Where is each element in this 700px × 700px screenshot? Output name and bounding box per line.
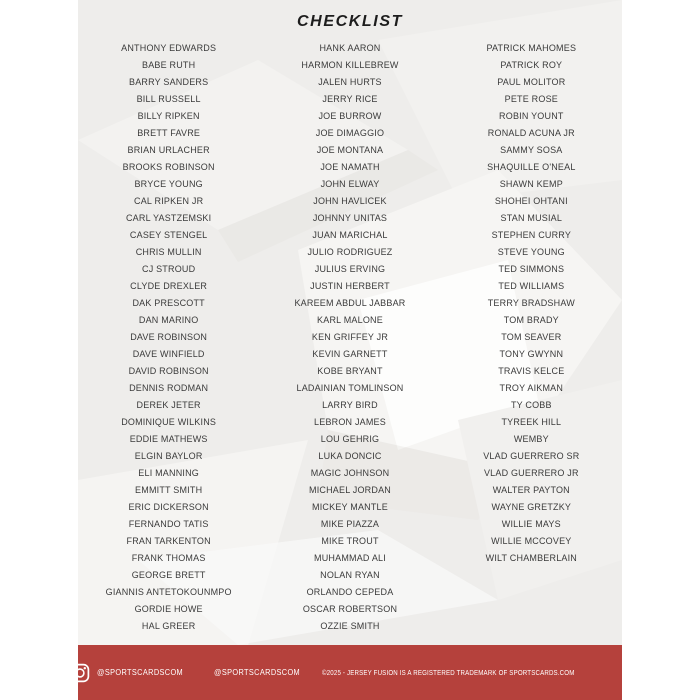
checklist-name: JOE NAMATH <box>320 162 380 172</box>
checklist-name: BILLY RIPKEN <box>137 111 200 121</box>
checklist-name: KEVIN GARNETT <box>312 349 388 359</box>
checklist-name: HARMON KILLEBREW <box>301 60 399 70</box>
page-title: CHECKLIST <box>297 13 403 30</box>
checklist-name: BRIAN URLACHER <box>127 145 210 155</box>
checklist-name: TOM SEAVER <box>501 332 562 342</box>
checklist-name: STEVE YOUNG <box>497 247 565 257</box>
checklist-name: CASEY STENGEL <box>129 230 208 240</box>
checklist-name: PATRICK MAHOMES <box>486 43 577 53</box>
checklist-name: BABE RUTH <box>142 60 196 70</box>
checklist-name: DEREK JETER <box>136 400 201 410</box>
checklist-name: TED WILLIAMS <box>498 281 565 291</box>
checklist-name: TYREEK HILL <box>501 417 562 427</box>
checklist-name: ELGIN BAYLOR <box>134 451 203 461</box>
checklist-name: VLAD GUERRERO JR <box>483 468 579 478</box>
checklist-name: TED SIMMONS <box>498 264 565 274</box>
checklist-name: CARL YASTZEMSKI <box>125 213 212 223</box>
checklist-page <box>78 0 622 700</box>
checklist-name: EDDIE MATHEWS <box>129 434 208 444</box>
checklist-name: ORLANDO CEPEDA <box>306 587 394 597</box>
checklist-name: WILLIE MCCOVEY <box>491 536 572 546</box>
checklist-name: KARL MALONE <box>317 315 383 325</box>
checklist-name: MIKE PIAZZA <box>320 519 380 529</box>
checklist-name: SAMMY SOSA <box>500 145 563 155</box>
checklist-name: KAREEM ABDUL JABBAR <box>294 298 406 308</box>
checklist-name: CJ STROUD <box>142 264 196 274</box>
checklist-name: JALEN HURTS <box>318 77 382 87</box>
checklist-name: LOU GEHRIG <box>320 434 380 444</box>
checklist-name: DAVID ROBINSON <box>128 366 209 376</box>
checklist-name: JUAN MARICHAL <box>312 230 388 240</box>
checklist-name: JOHN ELWAY <box>320 179 380 189</box>
checklist-name: JOHNNY UNITAS <box>312 213 388 223</box>
checklist-name: NOLAN RYAN <box>320 570 380 580</box>
checklist-name: ELI MANNING <box>138 468 200 478</box>
checklist-name: SHAQUILLE O'NEAL <box>487 162 576 172</box>
instagram-icon <box>78 663 90 683</box>
checklist-name: KEN GRIFFEY JR <box>311 332 389 342</box>
checklist-name: DOMINIQUE WILKINS <box>121 417 217 427</box>
checklist-name: ERIC DICKERSON <box>128 502 209 512</box>
checklist-name: LADAINIAN TOMLINSON <box>296 383 404 393</box>
checklist-name: DENNIS RODMAN <box>129 383 209 393</box>
checklist-name: MIKE TROUT <box>321 536 379 546</box>
checklist-name: STEPHEN CURRY <box>491 230 572 240</box>
checklist-column-3 <box>441 40 622 635</box>
checklist-name: PAUL MOLITOR <box>497 77 566 87</box>
checklist-name: LEBRON JAMES <box>314 417 386 427</box>
checklist-column-1 <box>78 40 259 635</box>
checklist-name: HAL GREER <box>141 621 196 631</box>
checklist-name: ANTHONY EDWARDS <box>121 43 217 53</box>
checklist-name: JOE DIMAGGIO <box>315 128 385 138</box>
checklist-name: MICKEY MANTLE <box>312 502 388 512</box>
checklist-name: MUHAMMAD ALI <box>314 553 386 563</box>
checklist-name: JERRY RICE <box>322 94 378 104</box>
checklist-column-2 <box>259 40 440 635</box>
instagram-handle: @SPORTSCARDSCOM <box>97 668 184 677</box>
checklist-name: TY COBB <box>510 400 552 410</box>
checklist-name: TERRY BRADSHAW <box>487 298 575 308</box>
checklist-name: LARRY BIRD <box>322 400 378 410</box>
checklist-name: TROY AIKMAN <box>499 383 564 393</box>
checklist-columns <box>78 40 622 635</box>
checklist-name: KOBE BRYANT <box>317 366 383 376</box>
checklist-name: PETE ROSE <box>504 94 558 104</box>
checklist-name: CHRIS MULLIN <box>135 247 202 257</box>
checklist-name: JOE BURROW <box>318 111 382 121</box>
checklist-name: EMMITT SMITH <box>135 485 203 495</box>
checklist-name: SHAWN KEMP <box>499 179 563 189</box>
facebook-handle: @SPORTSCARDSCOM <box>214 668 301 677</box>
checklist-name: WALTER PAYTON <box>492 485 570 495</box>
checklist-name: ROBIN YOUNT <box>499 111 564 121</box>
checklist-name: TONY GWYNN <box>499 349 564 359</box>
checklist-name: FRAN TARKENTON <box>126 536 211 546</box>
checklist-name: BROOKS ROBINSON <box>122 162 215 172</box>
checklist-name: BRYCE YOUNG <box>134 179 203 189</box>
checklist-name: CAL RIPKEN JR <box>134 196 204 206</box>
checklist-name: WAYNE GRETZKY <box>491 502 572 512</box>
copyright-text: ©2025 - JERSEY FUSION IS A REGISTERED TRADEMARK OF SPORTSCARDS.COM <box>321 668 575 677</box>
checklist-name: MAGIC JOHNSON <box>310 468 390 478</box>
checklist-name: DAVE ROBINSON <box>130 332 208 342</box>
checklist-name: WEMBY <box>513 434 549 444</box>
checklist-name: WILT CHAMBERLAIN <box>485 553 578 563</box>
checklist-name: TRAVIS KELCE <box>498 366 565 376</box>
checklist-name: DAN MARINO <box>138 315 199 325</box>
checklist-name: FRANK THOMAS <box>131 553 206 563</box>
footer-bar <box>78 645 622 700</box>
checklist-name: VLAD GUERRERO SR <box>483 451 580 461</box>
checklist-name: GEORGE BRETT <box>131 570 206 580</box>
checklist-name: JULIUS ERVING <box>314 264 386 274</box>
checklist-name: MICHAEL JORDAN <box>309 485 391 495</box>
checklist-name: JOHN HAVLICEK <box>313 196 387 206</box>
checklist-name: TOM BRADY <box>503 315 559 325</box>
checklist-name: PATRICK ROY <box>500 60 563 70</box>
checklist-name: BRETT FAVRE <box>137 128 201 138</box>
checklist-name: OSCAR ROBERTSON <box>302 604 398 614</box>
checklist-name: JOE MONTANA <box>316 145 384 155</box>
checklist-name: BILL RUSSELL <box>136 94 201 104</box>
checklist-name: JUSTIN HERBERT <box>310 281 390 291</box>
checklist-name: RONALD ACUNA JR <box>487 128 575 138</box>
checklist-name: LUKA DONCIC <box>318 451 382 461</box>
checklist-name: FERNANDO TATIS <box>128 519 209 529</box>
checklist-name: CLYDE DREXLER <box>130 281 208 291</box>
checklist-name: WILLIE MAYS <box>501 519 561 529</box>
checklist-name: DAK PRESCOTT <box>132 298 205 308</box>
checklist-name: DAVE WINFIELD <box>132 349 205 359</box>
checklist-name: SHOHEI OHTANI <box>494 196 568 206</box>
checklist-name: GORDIE HOWE <box>134 604 203 614</box>
checklist-name: OZZIE SMITH <box>320 621 380 631</box>
checklist-name: BARRY SANDERS <box>129 77 209 87</box>
checklist-name: GIANNIS ANTETOKOUNMPO <box>105 587 232 597</box>
checklist-name: STAN MUSIAL <box>500 213 563 223</box>
checklist-name: HANK AARON <box>319 43 381 53</box>
checklist-name: JULIO RODRIGUEZ <box>307 247 393 257</box>
